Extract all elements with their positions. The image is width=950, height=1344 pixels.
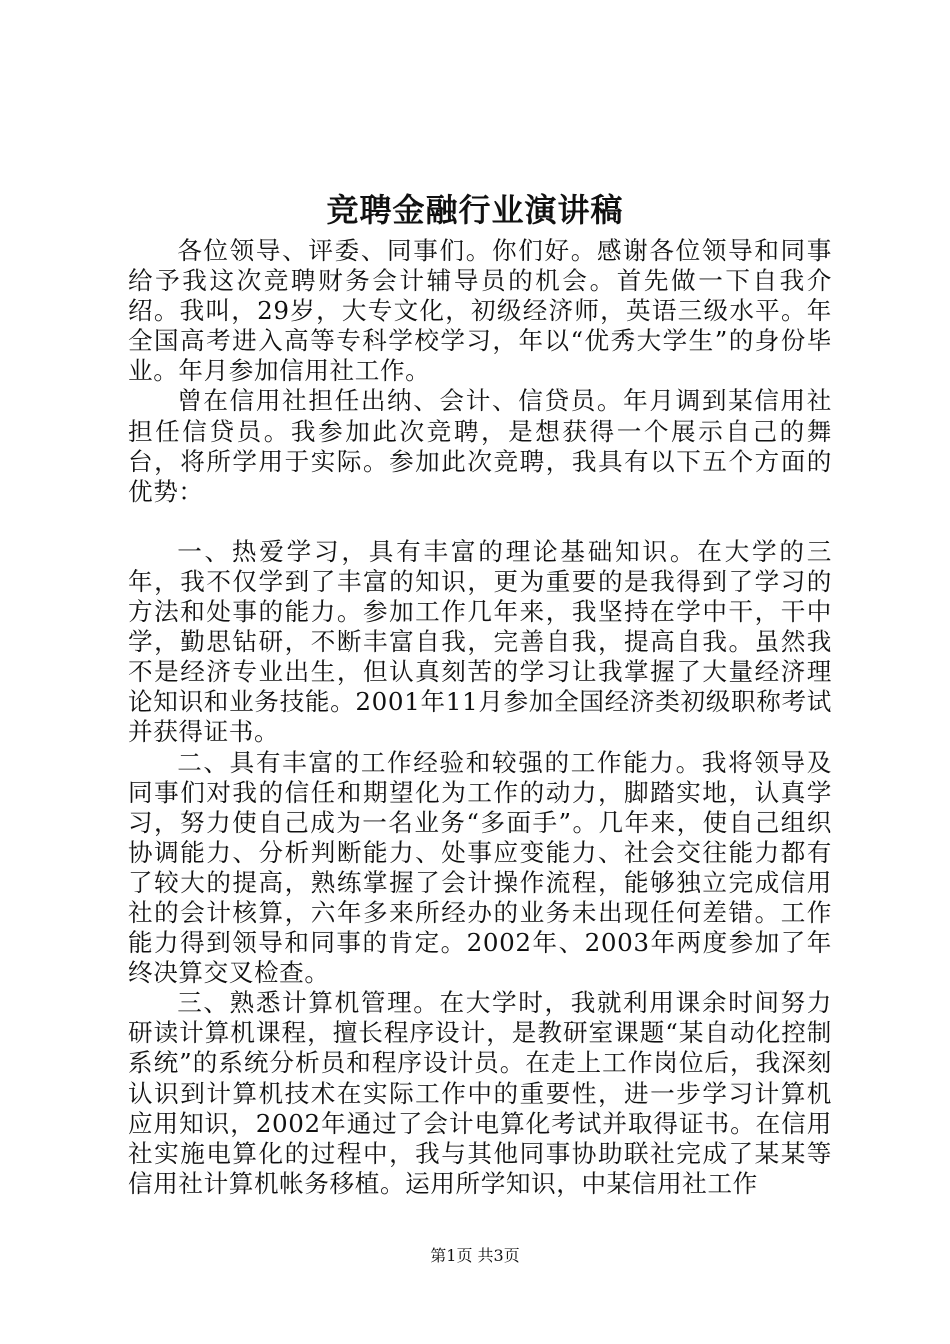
page-footer: 第1页 共3页	[430, 1246, 520, 1265]
paragraph-advantage-1: 一、热爱学习，具有丰富的理论基础知识。在大学的三年，我不仅学到了丰富的知识，更为重要的是我得到了学习的方法和处事的能力。参加工作几年来，我坚持在学中干，干中学，勤思钻研，不断丰富自我，完善自我，提高自我。虽然我不是经济专业出生，但认真刻苦的学习让我掌握了大量经济理论知识和业务技能。2001年11月参加全国经济类初级职称考试并获得证书。	[128, 536, 832, 747]
document-body	[128, 236, 832, 1199]
paragraph-intro: 各位领导、评委、同事们。你们好。感谢各位领导和同事给予我这次竞聘财务会计辅导员的机会。首先做一下自我介绍。我叫，29岁，大专文化，初级经济师，英语三级水平。年全国高考进入高等专科学校学习，年以“优秀大学生”的身份毕业。年月参加信用社工作。	[128, 236, 832, 386]
document-title: 竞聘金融行业演讲稿	[326, 191, 624, 229]
paragraph-advantage-2: 二、具有丰富的工作经验和较强的工作能力。我将领导及同事们对我的信任和期望化为工作的动力，脚踏实地，认真学习，努力使自己成为一名业务“多面手”。几年来，使自己组织协调能力、分析判断能力、处事应变能力、社会交往能力都有了较大的提高，熟练掌握了会计操作流程，能够独立完成信用社的会计核算，六年多来所经办的业务未出现任何差错。工作能力得到领导和同事的肯定。2002年、2003年两度参加了年终决算交叉检查。	[128, 747, 832, 988]
paragraph-advantage-3: 三、熟悉计算机管理。在大学时，我就利用课余时间努力研读计算机课程，擅长程序设计，是教研室课题“某自动化控制系统”的系统分析员和程序设计员。在走上工作岗位后，我深刻认识到计算机技术在实际工作中的重要性，进一步学习计算机应用知识，2002年通过了会计电算化考试并取得证书。在信用社实施电算化的过程中，我与其他同事协助联社完成了某某等信用社计算机帐务移植。运用所学知识，中某信用社工作	[128, 988, 832, 1198]
paragraph-spacer	[128, 507, 832, 537]
paragraph-experience: 曾在信用社担任出纳、会计、信贷员。年月调到某信用社担任信贷员。我参加此次竞聘，是想获得一个展示自己的舞台，将所学用于实际。参加此次竞聘，我具有以下五个方面的优势：	[128, 386, 832, 506]
